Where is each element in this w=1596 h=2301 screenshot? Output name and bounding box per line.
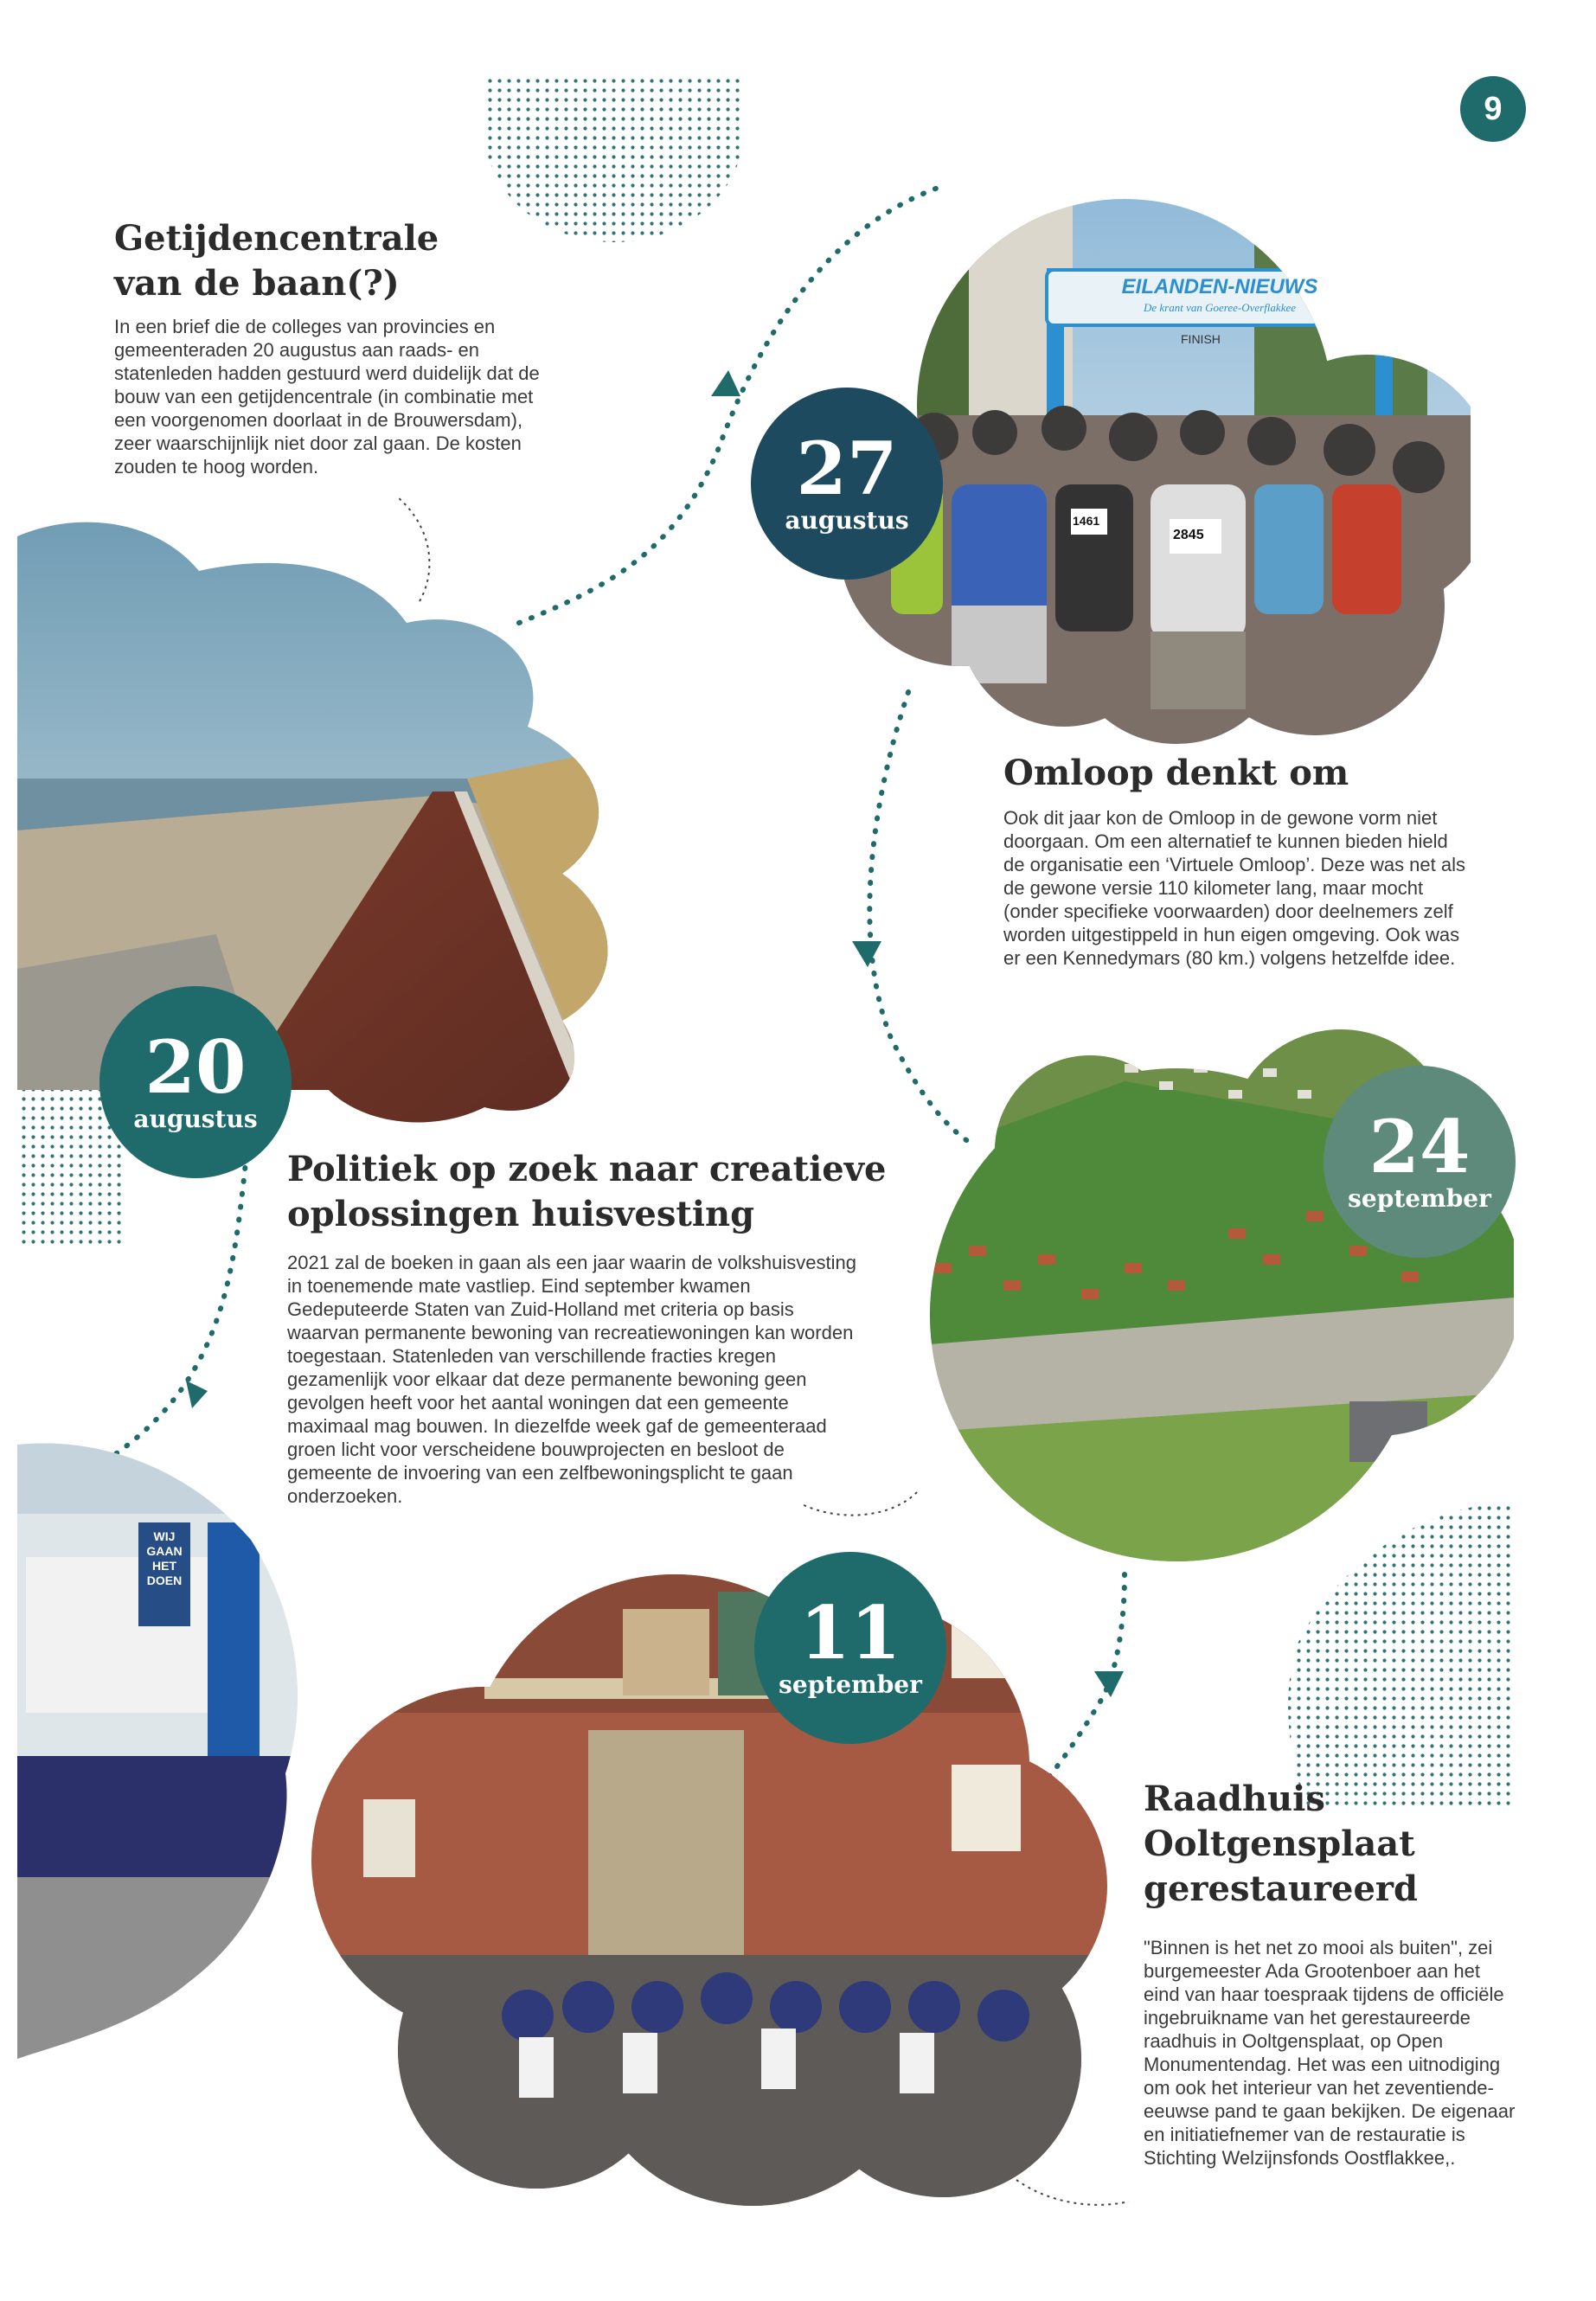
date-badge-11-september <box>754 1552 946 1744</box>
date-badge-day: 11 <box>799 1590 901 1676</box>
page-number: 9 <box>1460 76 1526 142</box>
article-text: "Binnen is het net zo mooi als buiten", zei burgemeester Ada Grootenboer aan het eind van haar toespraak tijdens de officiële ingebruikname van het gerestaureerde raadhuis in Ooltgensplaat, op Open Monumentendag. Het was een uitnodiging om ook het interieur van het zeventiende-eeuwse pand te gaan bekijken. De eigenaar en initiatiefnemer van de restauratie is Stichting Welzijnsfonds Oostflakkee,. <box>1144 1937 1516 2169</box>
photo-dike-road <box>17 502 640 1125</box>
date-badge-month: september <box>1348 1184 1491 1213</box>
article-text: Ook dit jaar kon de Omloop in de gewone vorm niet doorgaan. Om een alternatief te kunnen bieden hield de organisatie een ‘Virtuele Omloop’. Deze was net als de gewone versie 110 kilometer lang, maar mocht (onder specifieke voorwaarden) door deelnemers zelf worden uitgestippeld in hun eigen omgeving. Ook was er een Kennedymars (80 km.) volgens hetzelfde idee. <box>1003 807 1466 969</box>
article-text: 2021 zal de boeken in gaan als een jaar waarin de volkshuisvesting in toenemende mate vastliep. Eind september kwamen Gedeputeerde Staten van Zuid-Holland met criteria op basis waarvan permanente bewoning van recreatiewoningen kan worden toegestaan. Statenleden van verschillende fracties kregen gezamenlijk voor elkaar dat deze permanente bewoning geen gevolgen heeft voor het aantal woningen dat een gemeente maximaal mag bouwen. In diezelfde week gaf de gemeenteraad groen licht voor verscheidene bouwprojecten en besloot de gemeente de invoering van een zelfbewoningsplicht te gaan onderzoeken. <box>287 1252 856 1507</box>
article-body-huisvesting <box>287 1251 867 1508</box>
article-body-getijdencentrale <box>114 315 547 478</box>
date-badge-27-augustus <box>751 388 943 580</box>
date-badge-day: 20 <box>144 1024 247 1110</box>
dot-pattern-right <box>1288 1504 1514 1808</box>
article-title-omloop: Omloop denkt om <box>1003 753 1349 793</box>
date-badge-day: 27 <box>796 426 898 511</box>
article-title-raadhuis: Raadhuis Ooltgensplaat gerestaureerd <box>1144 1779 1418 1909</box>
article-title-huisvesting: Politiek op zoek naar creatieve oplossingen huisvesting <box>287 1149 887 1234</box>
article-title-getijdencentrale: Getijdencentrale van de baan(?) <box>114 218 439 304</box>
article-body-raadhuis <box>1144 1936 1516 2170</box>
date-badge-day: 24 <box>1368 1104 1471 1189</box>
photo-banner-text: EILANDEN-NIEUWS <box>1121 275 1318 298</box>
photo-raadhuis <box>311 1574 1107 2232</box>
photo-banner-left-text: WIJ GAAN HET DOEN <box>146 1529 183 1587</box>
article-text: In een brief die de colleges van provincies en gemeenteraden 20 augustus aan raads- en statenleden hadden gestuurd werd duidelijk dat de bouw van een getijdencentrale (in combinatie met een voorgenomen doorlaat in de Brouwersdam), zeer waarschijnlijk niet door zal gaan. De kosten zouden te hoog worden. <box>114 316 540 478</box>
date-badge-month: augustus <box>133 1105 258 1133</box>
article-body-omloop <box>1003 806 1471 970</box>
photo-banner-subtext: De krant van Goeree-Overflakkee <box>1143 301 1296 314</box>
date-badge-20-augustus <box>99 986 292 1178</box>
photo-finish-text: FINISH <box>1181 332 1221 346</box>
photo-bib-number: 2845 <box>1173 528 1204 542</box>
dot-pattern-top <box>484 74 744 242</box>
date-badge-month: augustus <box>785 506 909 535</box>
photo-bib-number-2: 1461 <box>1073 514 1100 528</box>
date-badge-month: september <box>779 1670 922 1699</box>
date-badge-24-september <box>1324 1066 1516 1258</box>
